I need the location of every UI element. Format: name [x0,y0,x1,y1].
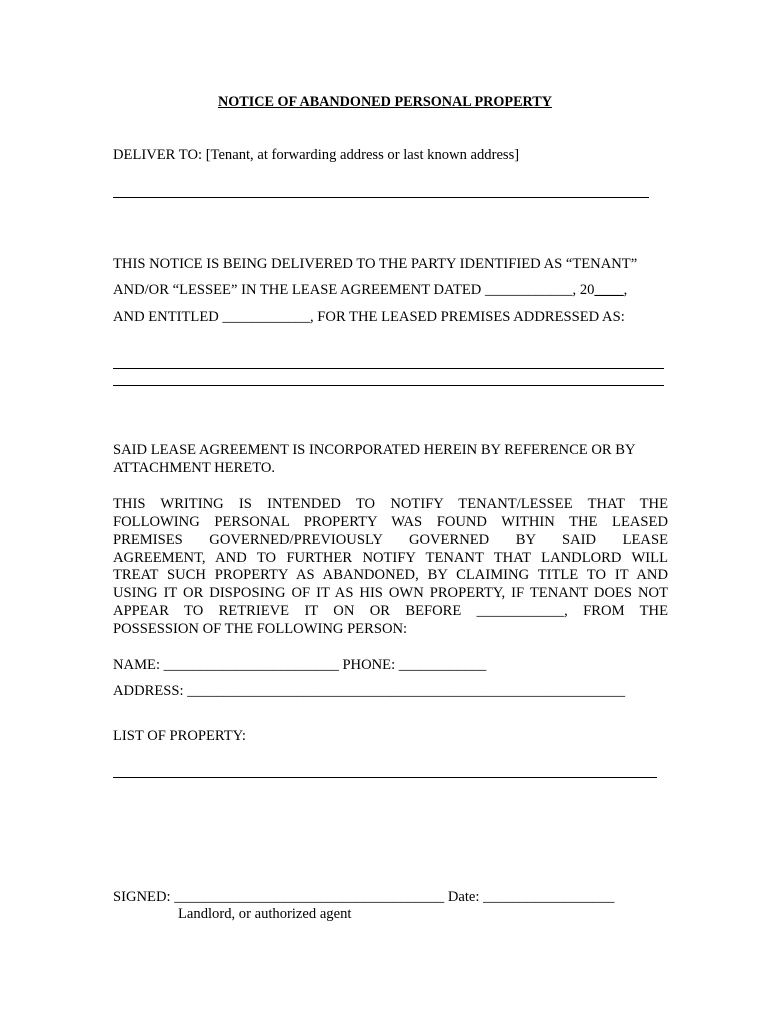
document-title: NOTICE OF ABANDONED PERSONAL PROPERTY [218,94,552,110]
notice-line-1: THIS NOTICE IS BEING DELIVERED TO THE PARTY IDENTIFIED AS “TENANT” [113,256,638,272]
writing-line-1: THIS WRITING IS INTENDED TO NOTIFY TENANT/LESSEE THAT THE [113,496,668,512]
signer-caption: Landlord, or authorized agent [178,906,352,922]
deliver-to-line: DELIVER TO: [Tenant, at forwarding address or last known address] [113,147,520,163]
list-of-property-label: LIST OF PROPERTY: [113,728,246,744]
signed-line: SIGNED: _____________________________________ Date: __________________ [113,889,615,905]
writing-line-5: TREAT SUCH PROPERTY AS ABANDONED, BY CLAIMING TITLE TO IT AND [113,567,668,583]
writing-line-4: AGREEMENT, AND TO FURTHER NOTIFY TENANT THAT LANDLORD WILL [113,550,668,566]
address-line: ADDRESS: ____________________________________________________________ [113,683,626,699]
property-list-rule [113,777,657,778]
notice-line-2 [113,282,627,299]
premises-address-rule-2 [113,385,664,386]
writing-line-7: APPEAR TO RETRIEVE IT ON OR BEFORE ____________, FROM THE [113,603,668,619]
writing-line-3: PREMISES GOVERNED/PREVIOUSLY GOVERNED BY SAID LEASE [113,532,668,548]
incorporated-line-1: SAID LEASE AGREEMENT IS INCORPORATED HEREIN BY REFERENCE OR BY [113,442,636,458]
writing-line-6: USING IT OR DISPOSING OF IT AS HIS OWN PROPERTY, IF TENANT DOES NOT [113,585,668,601]
incorporated-line-2: ATTACHMENT HERETO. [113,460,276,476]
writing-line-8: POSSESSION OF THE FOLLOWING PERSON: [113,621,408,637]
notice-year-blank: ____ [594,282,624,298]
notice-line-3: AND ENTITLED ____________, FOR THE LEASED PREMISES ADDRESSED AS: [113,309,625,325]
name-phone-line: NAME: ________________________ PHONE: ____________ [113,657,487,673]
notice-line-2-comma: , [623,282,628,298]
notice-line-2-text: AND/OR “LESSEE” IN THE LEASE AGREEMENT DATED ____________, 20 [113,282,595,298]
premises-address-rule-1 [113,368,664,369]
deliver-to-address-rule [113,197,649,198]
writing-line-2: FOLLOWING PERSONAL PROPERTY WAS FOUND WITHIN THE LEASED [113,514,668,530]
